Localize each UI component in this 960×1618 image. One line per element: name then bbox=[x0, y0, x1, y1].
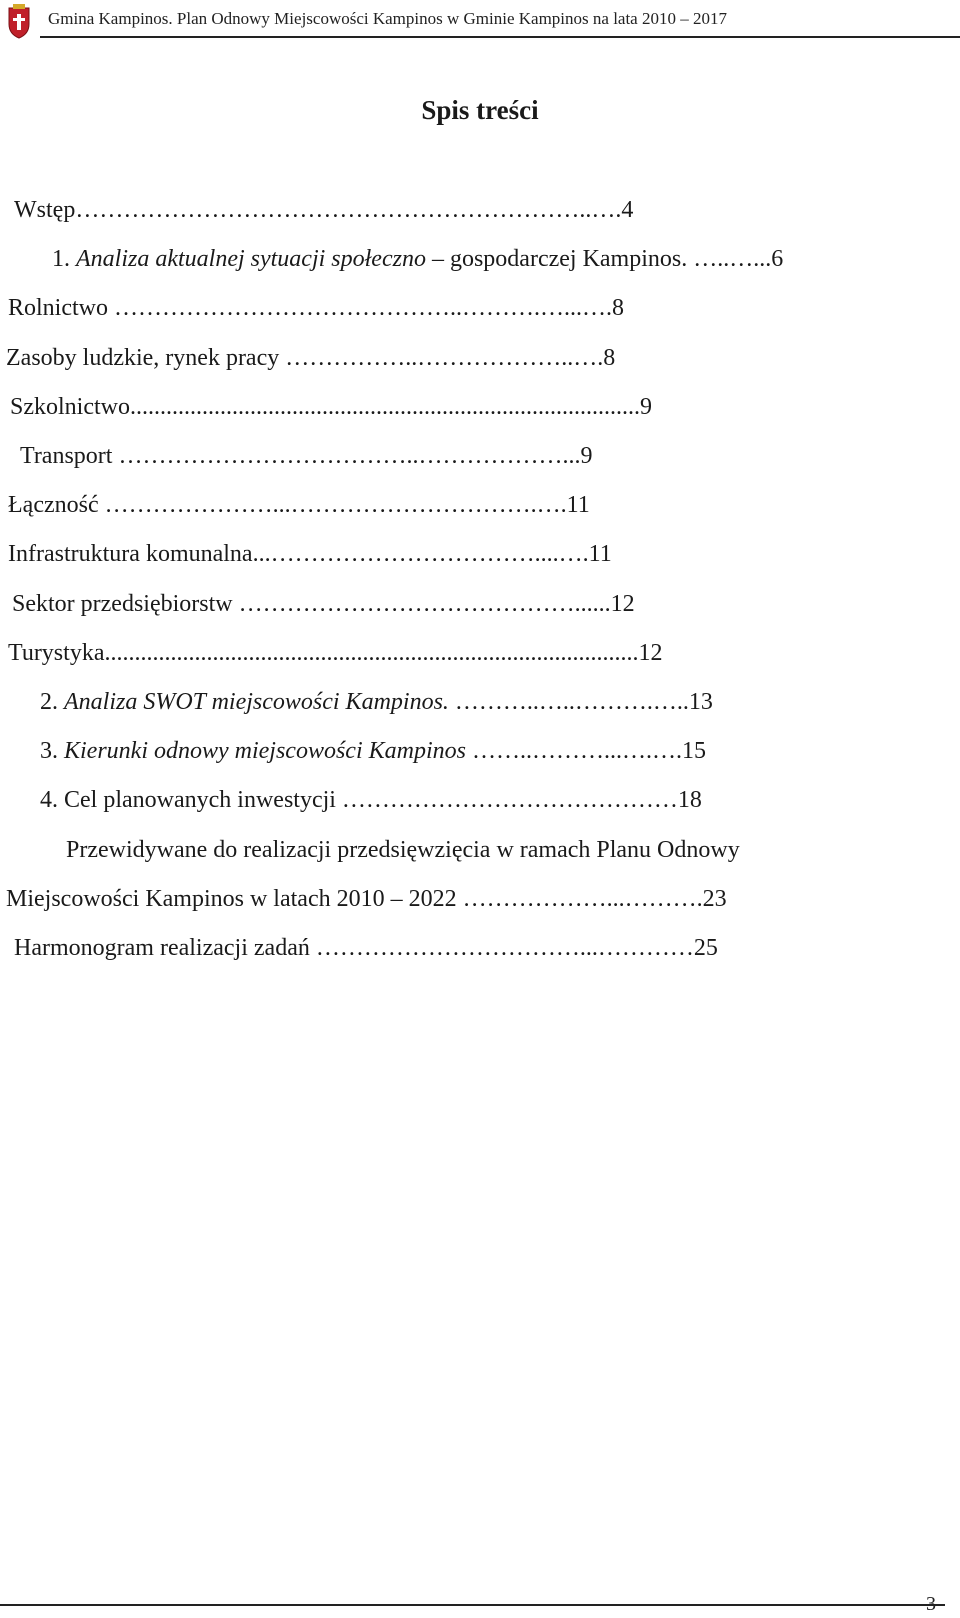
toc-entry-text: ……..………...….….15 bbox=[465, 738, 706, 764]
toc-entry-text: ………..…..……….…..13 bbox=[448, 689, 713, 715]
toc-entry-rolnictwo[interactable] bbox=[8, 293, 624, 323]
toc-entry-text: Łączność …………………...………………………….….11 bbox=[8, 492, 590, 518]
footer-divider bbox=[0, 1604, 945, 1606]
toc-entry-italic-text: Kierunki odnowy miejscowości Kampinos bbox=[64, 738, 466, 764]
toc-entry-number: 1. bbox=[52, 246, 76, 272]
toc-entry-kierunki-odnowy[interactable] bbox=[40, 736, 706, 766]
toc-entry-cel-inwestycji[interactable] bbox=[40, 785, 702, 815]
toc-entry-lacznosc[interactable] bbox=[8, 490, 590, 520]
header-divider bbox=[40, 36, 960, 38]
page-number: 3 bbox=[926, 1593, 936, 1615]
toc-entry-text: Wstęp………………………………………………………..….4 bbox=[14, 197, 634, 223]
toc-entry-sektor[interactable] bbox=[12, 589, 635, 619]
toc-entry-analiza-swot[interactable] bbox=[40, 687, 713, 717]
toc-entry-text: Harmonogram realizacji zadań ……………………………...…………25 bbox=[14, 935, 718, 961]
toc-entry-zasoby-ludzkie[interactable] bbox=[6, 343, 615, 373]
coat-of-arms-icon bbox=[6, 4, 32, 40]
toc-entry-turystyka[interactable] bbox=[8, 638, 662, 668]
toc-entry-text: Sektor przedsiębiorstw ……………………………………......12 bbox=[12, 591, 635, 617]
toc-entry-text: Infrastruktura komunalna...……………………………....….11 bbox=[8, 541, 612, 567]
toc-entry-text: Transport ………………………………..………………...9 bbox=[20, 443, 593, 469]
toc-entry-number: 2. bbox=[40, 689, 64, 715]
toc-entry-number: 3. bbox=[40, 738, 64, 764]
toc-entry-przewidywane[interactable] bbox=[66, 835, 740, 865]
page-title: Spis treści bbox=[421, 95, 539, 125]
toc-entry-text: Przewidywane do realizacji przedsięwzięcia w ramach Planu Odnowy bbox=[66, 837, 740, 863]
toc-entry-infrastruktura[interactable] bbox=[8, 539, 612, 569]
toc-entry-wstep[interactable] bbox=[14, 195, 633, 225]
toc-entry-przewidywane-cont[interactable] bbox=[6, 884, 727, 914]
toc-entry-italic-text: Analiza SWOT miejscowości Kampinos. bbox=[64, 689, 449, 715]
toc-entry-analiza-aktualnej[interactable] bbox=[52, 244, 783, 274]
toc-entry-text: 4. Cel planowanych inwestycji ……………………………………18 bbox=[40, 787, 702, 813]
toc-entry-text: Turystyka.........................................................................................12 bbox=[8, 640, 663, 666]
toc-entry-text: Miejscowości Kampinos w latach 2010 – 2022 ………………...……….23 bbox=[6, 886, 727, 912]
toc-entry-transport[interactable] bbox=[20, 441, 592, 471]
toc-entry-szkolnictwo[interactable] bbox=[10, 392, 652, 422]
toc-entry-harmonogram[interactable] bbox=[14, 933, 718, 963]
toc-entry-italic-text: Analiza aktualnej sytuacji społeczno – bbox=[76, 246, 450, 272]
toc-entry-text: Zasoby ludzkie, rynek pracy ……………..………………..….8 bbox=[6, 345, 616, 371]
header-title: Gmina Kampinos. Plan Odnowy Miejscowości Kampinos w Gminie Kampinos na lata 2010 – 2017 bbox=[48, 9, 727, 28]
toc-entry-text: Rolnictwo ……………………………………..……….…...….8 bbox=[8, 295, 624, 321]
toc-entry-text: gospodarczej Kampinos. …..…...6 bbox=[449, 246, 784, 272]
toc-entry-text: Szkolnictwo.....................................................................................9 bbox=[10, 394, 652, 420]
page-header bbox=[0, 0, 960, 44]
